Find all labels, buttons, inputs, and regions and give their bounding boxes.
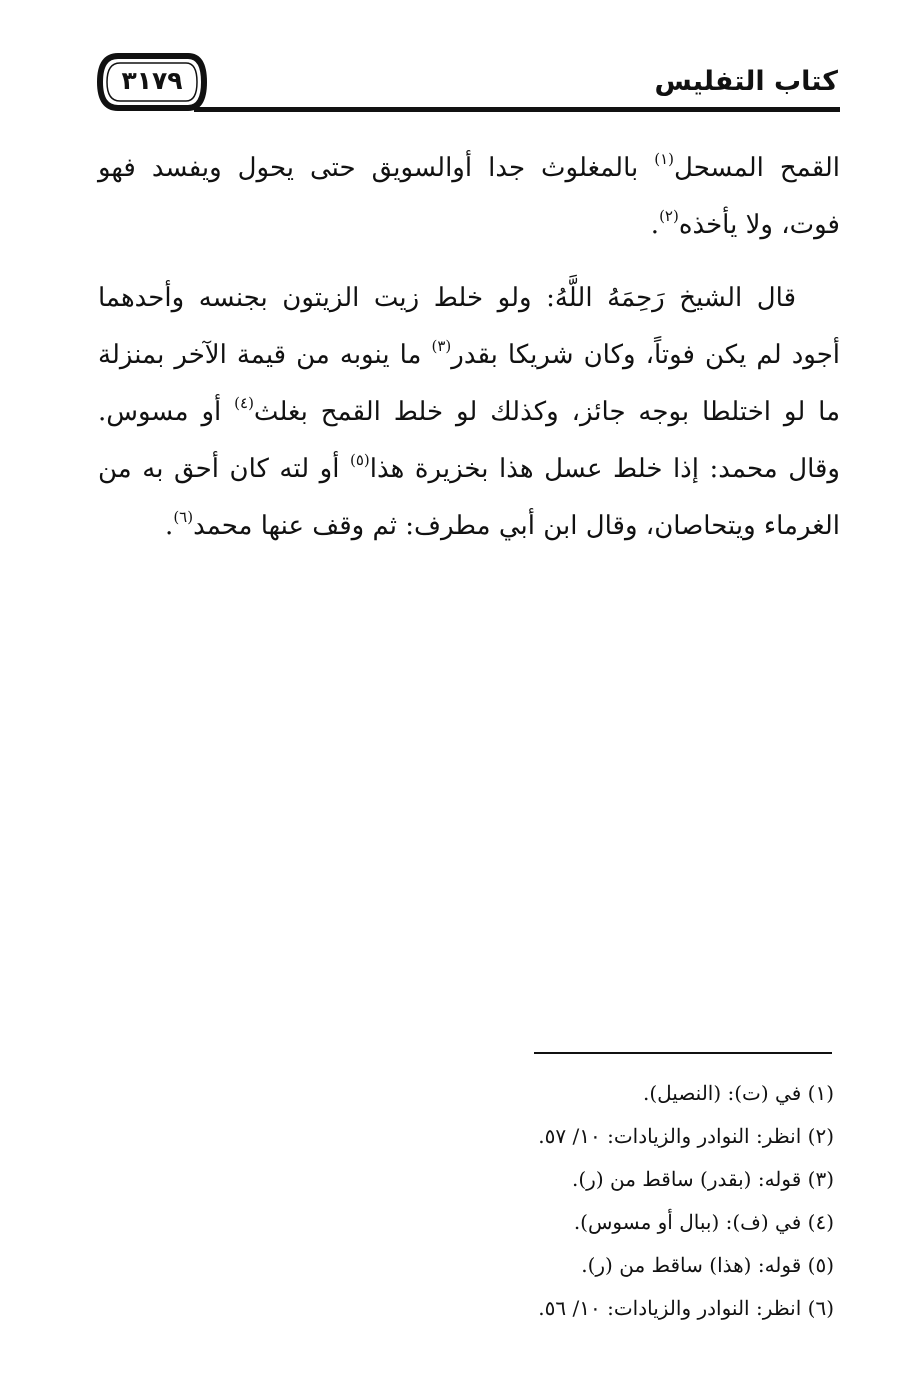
footnote-separator <box>534 1052 832 1054</box>
footnote-ref-4: (٤) <box>234 394 254 412</box>
text-run: قال الشيخ رَحِمَهُ اللَّهُ: ولو خلط زيت الزيتون بجنسه وأحدهما أجود لم يكن فوتاً، وكان شريكا بقدر <box>98 283 840 370</box>
footnotes-list <box>334 1072 834 1330</box>
paragraph-1 <box>98 140 840 254</box>
text-run: . <box>165 511 174 541</box>
page-header <box>96 44 840 124</box>
footnote-ref-6: (٦) <box>173 508 194 526</box>
footnote-item: (٥) قوله: (هذا) ساقط من (ر). <box>581 1253 834 1277</box>
footnote-ref-3: (٣) <box>431 337 452 355</box>
text-run: أو مسوس. وقال محمد: إذا خلط عسل هذا بخزيرة هذا <box>98 397 840 484</box>
text-run: أو لته كان أحق به من الغرماء ويتحاصان، وقال ابن أبي مطرف: ثم وقف عنها محمد <box>98 454 840 541</box>
footnote-ref-5: (٥) <box>349 451 370 469</box>
book-title: كتاب التفليس <box>654 66 838 97</box>
main-text <box>98 140 840 555</box>
footnote-item: (٤) في (ف): (ببال أو مسوس). <box>573 1210 834 1234</box>
page-number: ٣١٧٩ <box>121 66 183 95</box>
footnote-item: (١) في (ت): (النصيل). <box>642 1081 834 1105</box>
page-number-badge <box>96 52 208 114</box>
text-run: القمح المسحل <box>674 153 840 183</box>
text-run: بالمغلوث جدا أوالسويق حتى يحول ويفسد فهو فوت، ولا يأخذه <box>98 153 840 240</box>
header-rule <box>194 107 840 112</box>
footnote-item: (٣) قوله: (بقدر) ساقط من (ر). <box>572 1167 834 1191</box>
text-run: . <box>650 210 660 240</box>
footnote-item: (٢) انظر: النوادر والزيادات: ١٠/ ٥٧. <box>538 1124 834 1148</box>
text-run: ما ينوبه من قيمة الآخر بمنزلة ما لو اختلطا بوجه جائز، وكذلك لو خلط القمح بغلث <box>98 340 840 427</box>
footnote-ref-1: (١) <box>654 150 675 168</box>
footnote-item: (٦) انظر: النوادر والزيادات: ١٠/ ٥٦. <box>538 1296 834 1320</box>
footnote-ref-2: (٢) <box>659 207 679 225</box>
paragraph-2 <box>98 270 840 555</box>
